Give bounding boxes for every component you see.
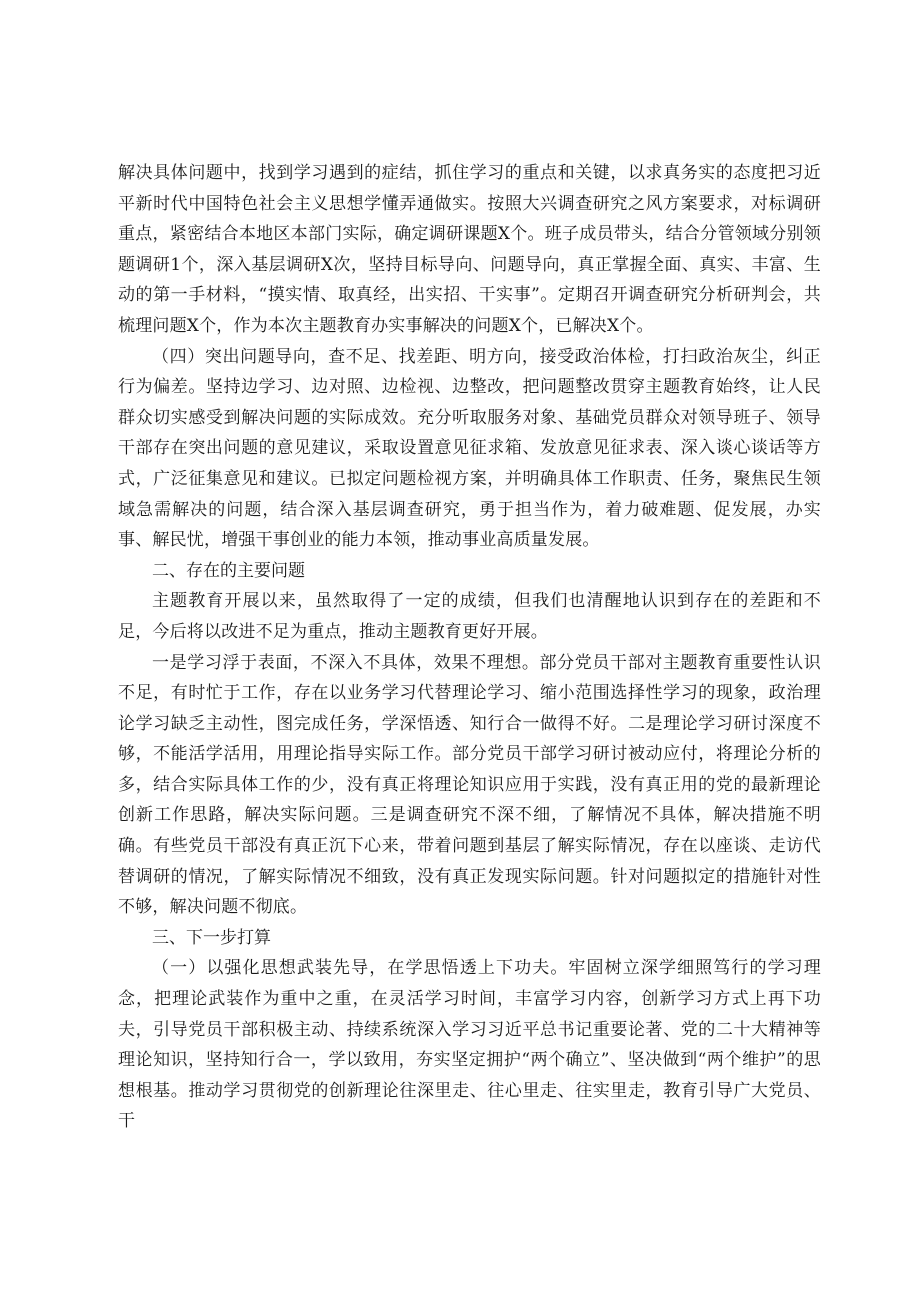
paragraph-continuation-research: 解决具体问题中，找到学习遇到的症结，抓住学习的重点和关键，以求真务实的态度把习近平新时代中国特色社会主义思想学懂弄通做实。按照大兴调查研究之风方案要求，对标调研重点，紧密结合本地区本部门实际，确定调研课题X个。班子成员带头，结合分管领域分别领题调研1个，深入基层调研X次，坚持目标导向、问题导向，真正掌握全面、真实、丰富、生动的第一手材料，“摸实情、取真经，出实招、干实事”。定期召开调查研究分析研判会，共梳理问题X个，作为本次主题教育办实事解决的问题X个，已解决X个。 — [118, 163, 821, 336]
paragraph-next-steps-1: （一）以强化思想武装先导，在学思悟透上下功夫。牢固树立深学细照笃行的学习理念，把理论武装作为重中之重，在灵活学习时间，丰富学习内容，创新学习方式上再下功夫，引导党员干部积极主动、持续系统深入学习习近平总书记重要论著、党的二十大精神等理论知识，坚持知行合一，学以致用，夯实坚定拥护“两个确立”、坚决做到“两个维护”的思想根基。推动学习贯彻党的创新理论往深里走、往心里走、往实里走，教育引导广大党员、干 — [118, 958, 821, 1132]
document-page — [118, 158, 821, 1137]
paragraph-problem-orientation: （四）突出问题导向，查不足、找差距、明方向，接受政治体检，打扫政治灰尘，纠正行为偏差。坚持边学习、边对照、边检视、边整改，把问题整改贯穿主题教育始终，让人民群众切实感受到解决问题的实际成效。充分听取服务对象、基础党员群众对领导班子、领导干部存在突出问题的意见建议，采取设置意见征求箱、发放意见征求表、深入谈心谈话等方式，广泛征集意见和建议。已拟定问题检视方案，并明确具体工作职责、任务，聚焦民生领域急需解决的问题，结合深入基层调查研究，勇于担当作为，着力破难题、促发展，办实事、解民忧，增强干事创业的能力本领，推动事业高质量发展。 — [118, 346, 821, 551]
section-heading-main-problems: 二、存在的主要问题 — [152, 560, 305, 581]
section-heading-next-steps: 三、下一步打算 — [152, 927, 271, 948]
paragraph-problems-detail: 一是学习浮于表面，不深入不具体，效果不理想。部分党员干部对主题教育重要性认识不足，有时忙于工作，存在以业务学习代替理论学习、缩小范围选择性学习的现象，政治理论学习缺乏主动性，图完成任务，学深悟透、知行合一做得不好。二是理论学习研讨深度不够，不能活学活用，用理论指导实际工作。部分党员干部学习研讨被动应付，将理论分析的多，结合实际具体工作的少，没有真正将理论知识应用于实践，没有真正用的党的最新理论创新工作思路，解决实际问题。三是调查研究不深不细，了解情况不具体，解决措施不明确。有些党员干部没有真正沉下心来，带着问题到基层了解实际情况，存在以座谈、走访代替调研的情况，了解实际情况不细致，没有真正发现实际问题。针对问题拟定的措施针对性不够，解决问题不彻底。 — [118, 652, 821, 918]
paragraph-problems-intro: 主题教育开展以来，虽然取得了一定的成绩，但我们也清醒地认识到存在的差距和不足，今后将以改进不足为重点，推动主题教育更好开展。 — [118, 591, 821, 642]
